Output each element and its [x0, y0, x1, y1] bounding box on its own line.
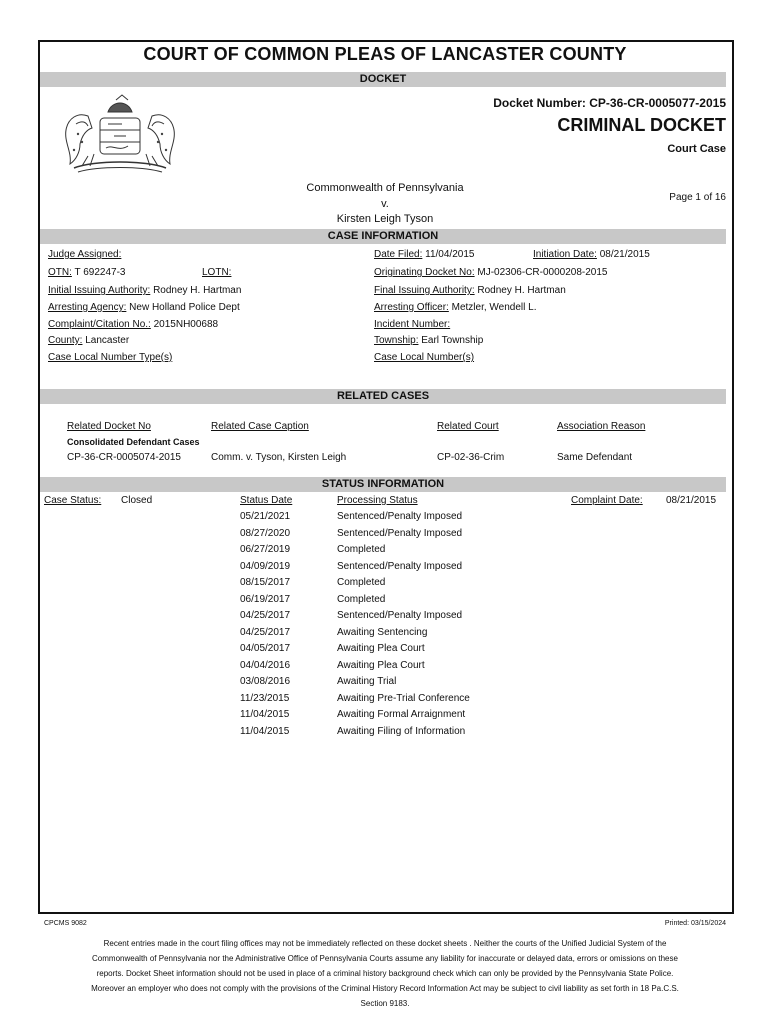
docket-number: Docket Number: CP-36-CR-0005077-2015 — [493, 96, 726, 110]
col-status-date: Status Date — [240, 495, 293, 506]
caption-versus: v. — [381, 198, 389, 210]
col-related-caption: Related Case Caption — [211, 421, 309, 432]
caption-defendant: Kirsten Leigh Tyson — [336, 213, 434, 225]
related-court-cell: CP-02-36-Crim — [437, 452, 505, 463]
status-date-cell: 11/04/2015 — [240, 725, 290, 737]
related-caption-cell: Comm. v. Tyson, Kirsten Leigh — [211, 452, 347, 463]
complaint-date-label: Complaint Date: — [571, 495, 643, 506]
case-status-value: Closed — [121, 495, 153, 506]
criminal-docket-title: CRIMINAL DOCKET — [557, 115, 726, 135]
initial-issuing-authority: Initial Issuing Authority: Rodney H. Hartman — [48, 285, 242, 296]
status-date-cell: 06/27/2019 — [240, 544, 291, 555]
consolidated-group-label: Consolidated Defendant Cases — [67, 437, 200, 447]
status-date-cell: 04/25/2017 — [240, 626, 291, 638]
disclaimer-text: Recent entries made in the court filing offices may not be immediately reflected on these docket sheets . Neither the courts of the Unified Judicial System of the Commonwealth of Pennsylvania nor the Administrative Office of Pennsylvania Courts assume any liability for inaccurate or delayed data, errors or omissions on these reports. Docket Sheet information should not be used in place of a criminal history background check which can only be provided by the Pennsylvania State Police. Moreover an employer who does not comply with the provisions of the Criminal History Record Information Act may be subject to civil liability as set forth in 18 Pa.C.S. Section 9183. — [91, 939, 679, 1008]
col-related-court: Related Court — [437, 421, 499, 432]
status-date-cell: 04/05/2017 — [240, 643, 291, 654]
processing-status-cell: Awaiting Sentencing — [337, 626, 428, 638]
processing-status-cell: Awaiting Plea Court — [337, 643, 425, 654]
status-information-band: STATUS INFORMATION — [40, 477, 726, 492]
col-association-reason: Association Reason — [557, 421, 646, 432]
related-cases-band: RELATED CASES — [40, 389, 726, 404]
page-number: Page 1 of 16 — [669, 192, 726, 203]
incident-number-label: Incident Number: — [374, 319, 451, 330]
status-date-cell: 03/08/2016 — [240, 676, 291, 687]
complaint-citation: Complaint/Citation No.: 2015NH00688 — [48, 319, 219, 330]
complaint-date-value: 08/21/2015 — [666, 495, 717, 506]
case-information-band: CASE INFORMATION — [40, 229, 726, 244]
processing-status-cell: Sentenced/Penalty Imposed — [337, 511, 463, 522]
processing-status-cell: Sentenced/Penalty Imposed — [337, 560, 463, 572]
court-title: COURT OF COMMON PLEAS OF LANCASTER COUNTY — [143, 44, 627, 64]
status-date-cell: 08/15/2017 — [240, 577, 291, 588]
status-date-cell: 08/27/2020 — [240, 527, 291, 539]
court-case-label: Court Case — [667, 143, 726, 155]
initiation-date: Initiation Date: 08/21/2015 — [533, 249, 650, 260]
processing-status-cell: Awaiting Plea Court — [337, 659, 425, 671]
status-date-cell: 06/19/2017 — [240, 593, 291, 605]
coat-of-arms-icon — [58, 94, 182, 176]
date-filed: Date Filed: 11/04/2015 — [374, 249, 475, 260]
otn: OTN: T 692247-3 — [48, 267, 126, 278]
lotn-label: LOTN: — [202, 267, 232, 278]
status-date-cell: 11/23/2015 — [240, 692, 290, 704]
docket-band: DOCKET — [40, 72, 726, 87]
originating-docket: Originating Docket No: MJ-02306-CR-0000208-2015 — [374, 267, 608, 278]
status-date-cell: 11/04/2015 — [240, 709, 290, 720]
processing-status-cell: Completed — [337, 577, 386, 588]
status-date-cell: 05/21/2021 — [240, 511, 291, 522]
caption-plaintiff: Commonwealth of Pennsylvania — [306, 182, 464, 194]
status-date-cell: 04/09/2019 — [240, 560, 291, 572]
processing-status-cell: Awaiting Filing of Information — [337, 725, 466, 737]
col-processing-status: Processing Status — [337, 495, 418, 506]
association-reason-cell: Same Defendant — [557, 452, 633, 463]
processing-status-cell: Sentenced/Penalty Imposed — [337, 610, 463, 621]
processing-status-cell: Completed — [337, 544, 386, 555]
processing-status-cell: Sentenced/Penalty Imposed — [337, 527, 463, 539]
county: County: Lancaster — [48, 335, 130, 346]
processing-status-cell: Awaiting Trial — [337, 676, 397, 687]
processing-status-cell: Awaiting Formal Arraignment — [337, 709, 466, 720]
col-related-docket: Related Docket No — [67, 421, 151, 432]
printed-date: Printed: 03/15/2024 — [664, 920, 726, 927]
case-status-label: Case Status: — [44, 495, 102, 506]
processing-status-cell: Completed — [337, 593, 386, 605]
township: Township: Earl Township — [374, 335, 484, 346]
arresting-agency: Arresting Agency: New Holland Police Dept — [48, 302, 240, 313]
status-date-cell: 04/04/2016 — [240, 659, 291, 671]
arresting-officer: Arresting Officer: Metzler, Wendell L. — [374, 302, 537, 313]
final-issuing-authority: Final Issuing Authority: Rodney H. Hartman — [374, 285, 566, 296]
processing-status-cell: Awaiting Pre-Trial Conference — [337, 692, 470, 704]
case-local-number-type-label: Case Local Number Type(s) — [48, 352, 173, 363]
case-local-numbers-label: Case Local Number(s) — [374, 352, 475, 363]
form-code: CPCMS 9082 — [44, 920, 87, 927]
judge-label: Judge Assigned: — [48, 249, 122, 260]
status-date-cell: 04/25/2017 — [240, 610, 291, 621]
related-docket-cell: CP-36-CR-0005074-2015 — [67, 452, 181, 463]
